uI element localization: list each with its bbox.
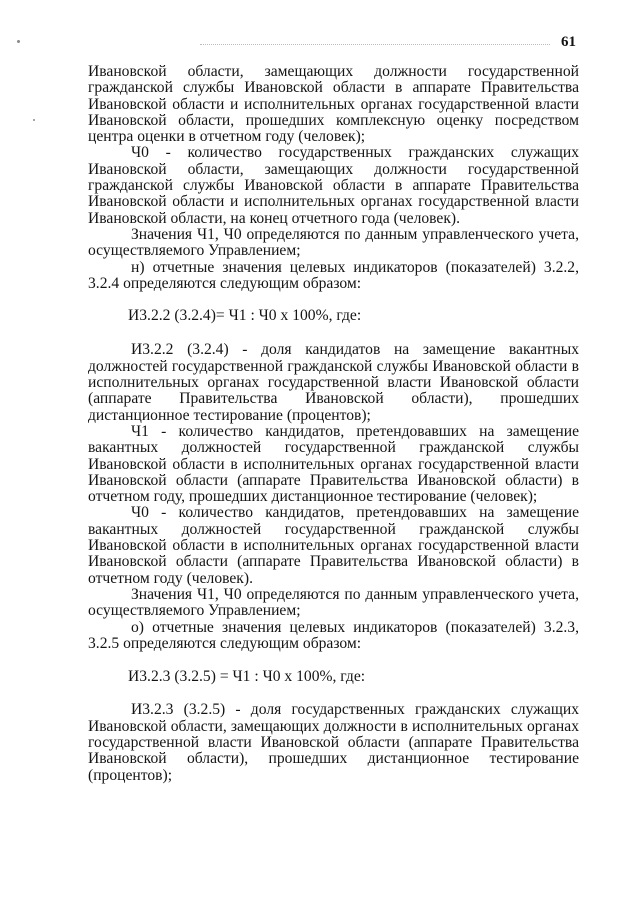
formula: И3.2.3 (3.2.5) = Ч1 : Ч0 х 100%, где:: [128, 668, 366, 686]
page-number: 61: [561, 34, 576, 50]
paragraph: Значения Ч1, Ч0 определяются по данным управленческого учета, осуществляемого Управлением;: [88, 585, 579, 620]
document-body: [88, 64, 579, 784]
header-rule: [200, 44, 550, 45]
paragraph: И3.2.2 (3.2.4) - доля кандидатов на замещение вакантных должностей государственной гражданской службы Ивановской области в исполнительных органах государственной власти Ивановской области (аппарате Правительства Ивановской области), прошедших дистанционное тестирование (процентов);: [88, 341, 579, 424]
paragraph: И3.2.3 (3.2.5) - доля государственных гражданских служащих Ивановской области, замещающих должности в исполнительных органах государственной власти Ивановской области (аппарате Правительства Ивановской области), прошедших дистанционное тестирование (процентов);: [88, 701, 579, 784]
paragraph: н) отчетные значения целевых индикаторов (показателей) 3.2.2, 3.2.4 определяются следующим образом:: [88, 258, 579, 292]
paragraph: о) отчетные значения целевых индикаторов (показателей) 3.2.3, 3.2.5 определяются следующим образом:: [88, 618, 579, 652]
scan-mark: [17, 40, 20, 43]
paragraph: Ч1 - количество кандидатов, претендовавших на замещение вакантных должностей государственной гражданской службы Ивановской области в исполнительных органах государственной власти Ивановской области (аппарате Правительства Ивановской области) в отчетном году, прошедших дистанционное тестирование (человек);: [88, 422, 579, 506]
paragraph: Ч0 - количество государственных гражданских служащих Ивановской области, замещающих должности государственной гражданской службы Ивановской области в аппарате Правительства Ивановской области и исполнительных органах государственной власти Ивановской области, на конец отчетного года (человек).: [88, 144, 579, 227]
paragraph: Значения Ч1, Ч0 определяются по данным управленческого учета, осуществляемого Управлением;: [88, 225, 579, 260]
formula: И3.2.2 (3.2.4)= Ч1 : Ч0 х 100%, где:: [128, 307, 362, 325]
paragraph: Ивановской области, замещающих должности государственной гражданской службы Ивановской области в аппарате Правительства Ивановской области и исполнительных органах государственной власти Ивановской области, прошедших комплексную оценку посредством центра оценки в отчетном году (человек);: [88, 63, 579, 146]
scan-mark: [33, 119, 35, 121]
paragraph: Ч0 - количество кандидатов, претендовавших на замещение вакантных должностей государственной гражданской службы Ивановской области в исполнительных органах государственной власти Ивановской области (аппарате Правительства Ивановской области) в отчетном году (человек).: [88, 504, 579, 587]
